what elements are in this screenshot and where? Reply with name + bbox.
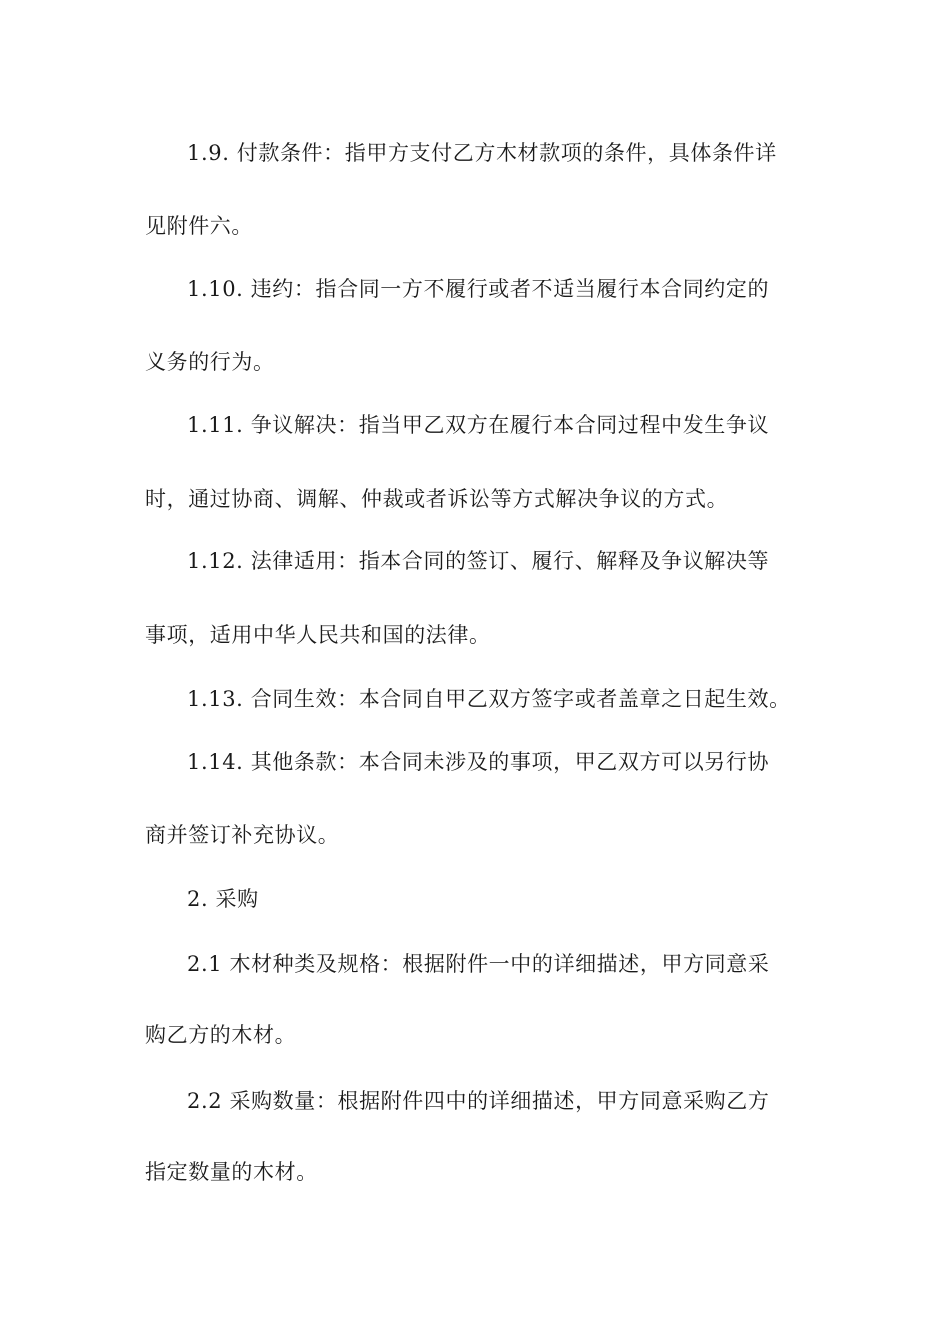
clause-2-1-line-1: 2.1 木材种类及规格：根据附件一中的详细描述，甲方同意采 (187, 952, 770, 976)
clause-1-12-line-2: 事项，适用中华人民共和国的法律。 (145, 623, 491, 647)
clause-2-2-line-1: 2.2 采购数量：根据附件四中的详细描述，甲方同意采购乙方 (187, 1089, 770, 1113)
clause-1-11-line-1: 1.11. 争议解决：指当甲乙双方在履行本合同过程中发生争议 (187, 413, 770, 437)
clause-1-14-line-1: 1.14. 其他条款：本合同未涉及的事项，甲乙双方可以另行协 (187, 750, 770, 774)
clause-1-13-line-1: 1.13. 合同生效：本合同自甲乙双方签字或者盖章之日起生效。 (187, 687, 791, 711)
section-2-heading: 2. 采购 (187, 887, 259, 911)
clause-1-10-line-1: 1.10. 违约：指合同一方不履行或者不适当履行本合同约定的 (187, 277, 770, 301)
clause-1-11-line-2: 时，通过协商、调解、仲裁或者诉讼等方式解决争议的方式。 (145, 487, 729, 511)
clause-1-9-line-1: 1.9. 付款条件：指甲方支付乙方木材款项的条件，具体条件详 (187, 141, 777, 165)
clause-2-1-line-2: 购乙方的木材。 (145, 1023, 297, 1047)
clause-2-2-line-2: 指定数量的木材。 (145, 1160, 318, 1184)
clause-1-12-line-1: 1.12. 法律适用：指本合同的签订、履行、解释及争议解决等 (187, 549, 770, 573)
clause-1-10-line-2: 义务的行为。 (145, 350, 275, 374)
clause-1-9-line-2: 见附件六。 (145, 214, 253, 238)
clause-1-14-line-2: 商并签订补充协议。 (145, 823, 340, 847)
